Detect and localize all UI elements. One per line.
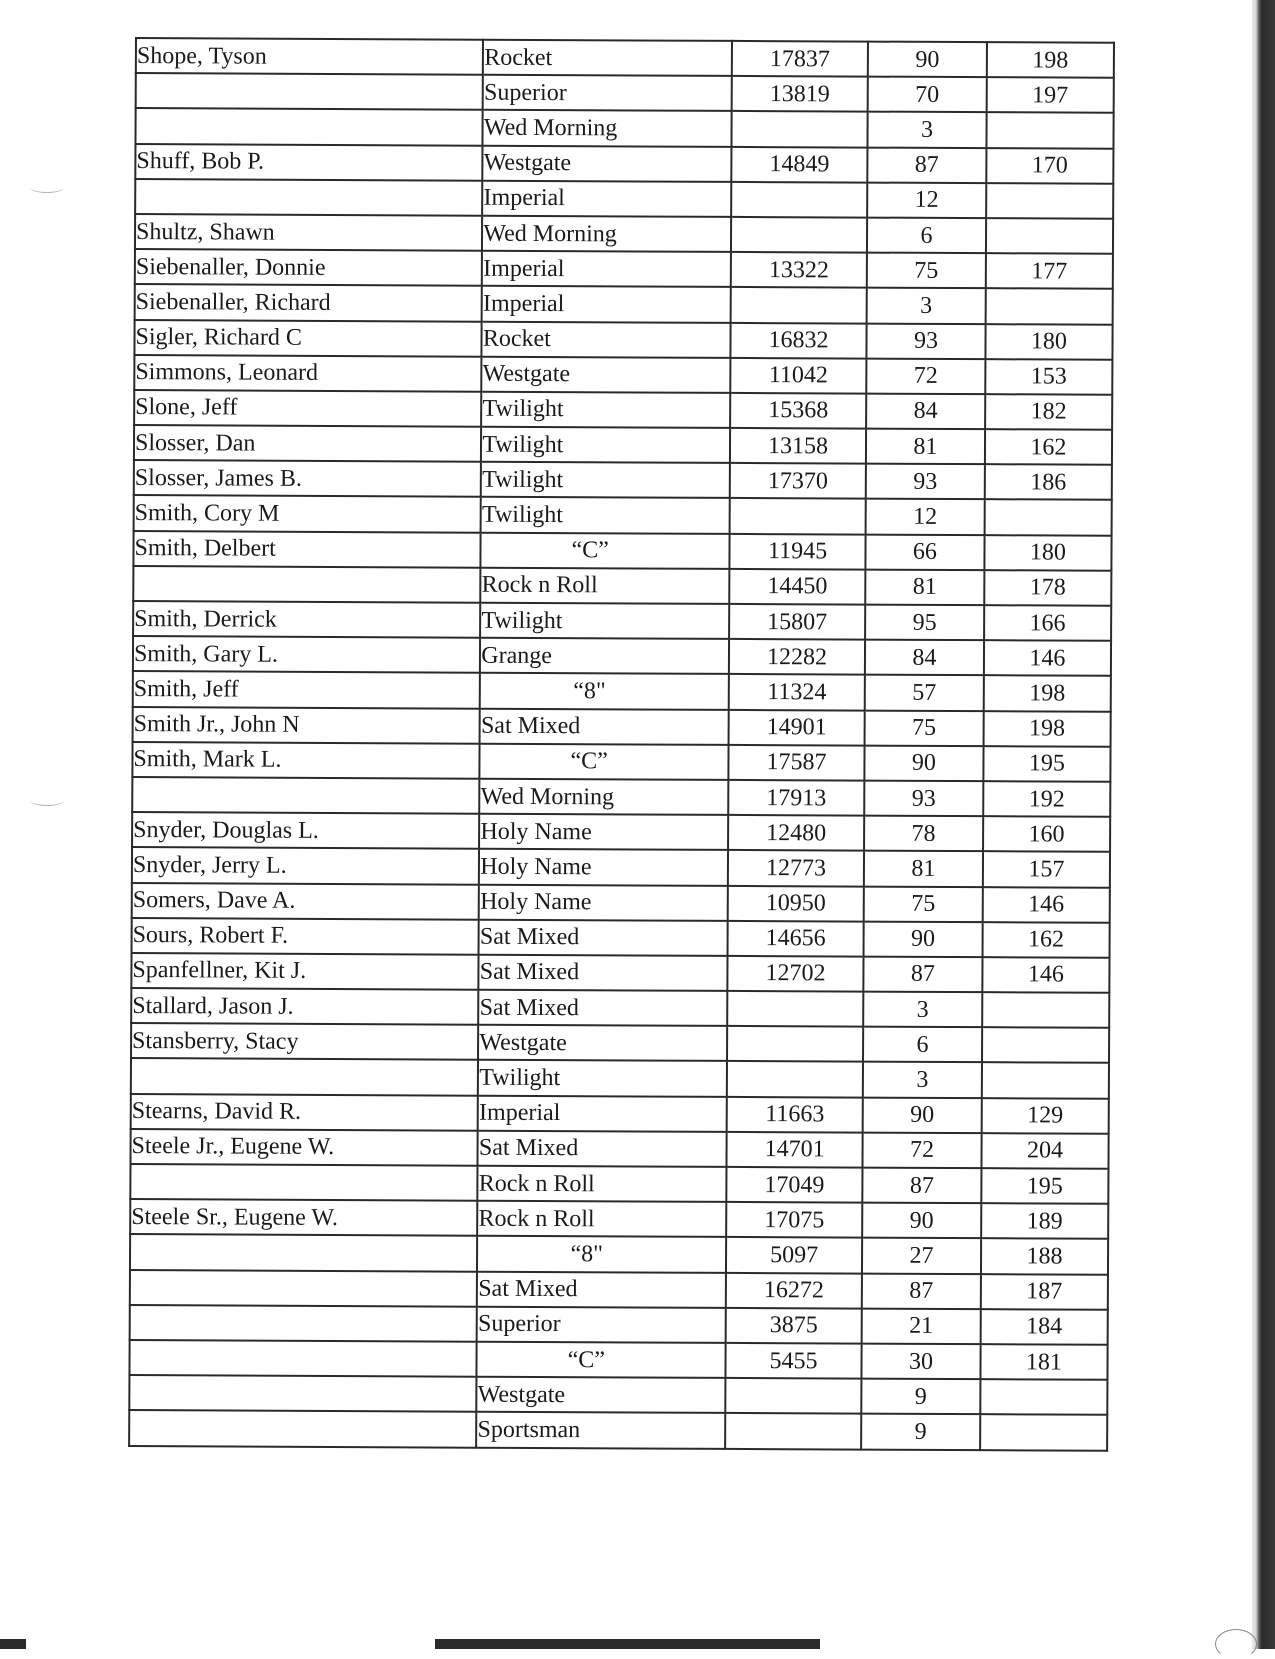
bowler-name-cell: Smith, Gary L. (133, 636, 481, 673)
league-cell: Holy Name (479, 849, 728, 885)
average-cell (982, 992, 1109, 1028)
league-cell: Westgate (483, 145, 732, 181)
table-row (135, 284, 1113, 324)
average-cell: 157 (983, 851, 1110, 887)
hole-punch-mark (30, 795, 64, 806)
table-row (132, 812, 1110, 852)
average-cell: 188 (981, 1239, 1108, 1275)
total-pins-cell: 17837 (732, 41, 868, 77)
total-pins-cell: 13158 (730, 428, 866, 464)
average-cell: 198 (983, 711, 1110, 747)
bowler-name-cell: Snyder, Douglas L. (132, 812, 480, 849)
league-cell: Twilight (480, 603, 729, 639)
average-cell: 170 (986, 148, 1113, 184)
games-cell: 66 (865, 534, 984, 570)
league-cell: Sat Mixed (480, 708, 729, 744)
games-cell: 81 (866, 429, 985, 465)
total-pins-cell: 16272 (726, 1272, 862, 1308)
total-pins-cell: 14656 (728, 921, 864, 957)
bowler-name-cell (135, 179, 483, 216)
total-pins-cell: 17370 (730, 463, 866, 499)
total-pins-cell: 14849 (731, 146, 867, 182)
games-cell: 57 (865, 675, 984, 711)
total-pins-cell: 14901 (729, 709, 865, 745)
league-cell: Wed Morning (480, 779, 729, 815)
average-cell: 181 (980, 1344, 1107, 1380)
total-pins-cell (727, 1061, 863, 1097)
table-row (130, 1270, 1108, 1310)
average-cell: 180 (985, 324, 1112, 360)
bowler-name-cell (130, 1164, 478, 1201)
games-cell: 9 (861, 1379, 980, 1415)
table-row (130, 1164, 1108, 1204)
hole-punch-mark (30, 182, 64, 193)
games-cell: 75 (864, 886, 983, 922)
league-cell: Wed Morning (482, 216, 731, 252)
table-row (130, 1129, 1108, 1169)
bowler-name-cell: Shuff, Bob P. (135, 144, 483, 181)
games-cell: 9 (861, 1414, 980, 1450)
league-cell: Rock n Roll (477, 1201, 726, 1237)
bowler-name-cell: Slone, Jeff (134, 390, 482, 427)
total-pins-cell (730, 498, 866, 534)
average-cell (986, 113, 1113, 149)
average-cell: 129 (982, 1098, 1109, 1134)
table-row (131, 1058, 1109, 1098)
total-pins-cell: 17587 (728, 745, 864, 781)
total-pins-cell: 13819 (732, 76, 868, 112)
average-cell: 197 (987, 77, 1114, 113)
total-pins-cell: 15807 (729, 604, 865, 640)
total-pins-cell (732, 111, 868, 147)
table-row (133, 531, 1111, 571)
games-cell: 12 (867, 182, 986, 218)
league-cell: Rocket (483, 40, 732, 76)
league-cell: “C” (481, 532, 730, 568)
league-cell: Westgate (477, 1377, 726, 1413)
average-cell: 180 (984, 535, 1111, 571)
games-cell: 87 (863, 956, 982, 992)
total-pins-cell: 11663 (727, 1097, 863, 1133)
league-cell: Westgate (482, 356, 731, 392)
table-row (135, 144, 1113, 184)
total-pins-cell: 15368 (730, 393, 866, 429)
games-cell: 27 (862, 1238, 981, 1274)
average-cell: 162 (982, 922, 1109, 958)
games-cell: 72 (862, 1132, 981, 1168)
league-cell: Grange (480, 638, 729, 674)
average-cell: 178 (984, 570, 1111, 606)
total-pins-cell: 11324 (729, 674, 865, 710)
total-pins-cell (731, 287, 867, 323)
games-cell: 90 (864, 745, 983, 781)
league-cell: Imperial (482, 180, 731, 216)
average-cell (986, 183, 1113, 219)
bowler-name-cell: Siebenaller, Donnie (135, 249, 483, 286)
games-cell: 75 (865, 710, 984, 746)
average-cell: 192 (983, 781, 1110, 817)
total-pins-cell (727, 1026, 863, 1062)
total-pins-cell: 11042 (730, 358, 866, 394)
total-pins-cell (731, 217, 867, 253)
bowler-name-cell (129, 1410, 477, 1447)
total-pins-cell (727, 991, 863, 1027)
total-pins-cell: 3875 (726, 1308, 862, 1344)
average-cell: 195 (983, 746, 1110, 782)
scan-edge-bar (435, 1639, 820, 1649)
table-row (133, 566, 1111, 606)
bowler-name-cell: Stearns, David R. (131, 1094, 479, 1131)
bowler-name-cell (131, 1058, 479, 1095)
league-cell: Twilight (481, 392, 730, 428)
games-cell: 93 (866, 323, 985, 359)
total-pins-cell: 12282 (729, 639, 865, 675)
average-cell (980, 1379, 1107, 1415)
bowler-name-cell: Slosser, Dan (134, 425, 482, 462)
league-cell: Rocket (482, 321, 731, 357)
average-cell: 153 (985, 359, 1112, 395)
average-cell (985, 288, 1112, 324)
average-cell (982, 1027, 1109, 1063)
bowler-name-cell (132, 777, 480, 814)
table-row (130, 1199, 1108, 1239)
league-cell: Sportsman (476, 1412, 725, 1448)
games-cell: 93 (866, 464, 985, 500)
table-row (134, 390, 1112, 430)
league-cell: Holy Name (479, 814, 728, 850)
total-pins-cell: 13322 (731, 252, 867, 288)
table-row (132, 742, 1110, 782)
games-cell: 87 (867, 147, 986, 183)
total-pins-cell: 12480 (728, 815, 864, 851)
league-cell: Twilight (481, 427, 730, 463)
total-pins-cell: 10950 (728, 885, 864, 921)
page-corner-curl (1215, 1629, 1257, 1659)
bowler-name-cell (130, 1234, 478, 1271)
table-row (131, 1023, 1109, 1063)
roster-table-body (129, 38, 1114, 1450)
bowler-name-cell: Shope, Tyson (136, 38, 484, 75)
average-cell: 162 (985, 429, 1112, 465)
games-cell: 3 (867, 288, 986, 324)
table-row (130, 1305, 1108, 1345)
league-cell: Sat Mixed (479, 990, 728, 1026)
league-cell: Westgate (478, 1025, 727, 1061)
league-cell: “8" (477, 1236, 726, 1272)
games-cell: 72 (866, 358, 985, 394)
league-cell: Holy Name (479, 884, 728, 920)
games-cell: 6 (863, 1027, 982, 1063)
average-cell: 160 (983, 816, 1110, 852)
league-cell: Sat Mixed (479, 919, 728, 955)
league-cell: Rock n Roll (481, 568, 730, 604)
total-pins-cell: 5097 (726, 1237, 862, 1273)
bowler-name-cell (133, 566, 481, 603)
bowler-name-cell: Steele Jr., Eugene W. (130, 1129, 478, 1166)
average-cell: 146 (983, 887, 1110, 923)
bowler-name-cell: Smith, Jeff (133, 671, 481, 708)
average-cell: 198 (984, 676, 1111, 712)
total-pins-cell: 17075 (726, 1202, 862, 1238)
bowler-name-cell (136, 73, 484, 110)
bowler-name-cell: Stansberry, Stacy (131, 1023, 479, 1060)
total-pins-cell (725, 1413, 861, 1449)
bowler-name-cell (130, 1305, 478, 1342)
league-cell: Superior (483, 75, 732, 111)
league-cell: Imperial (482, 251, 731, 287)
average-cell: 177 (986, 253, 1113, 289)
games-cell: 93 (864, 781, 983, 817)
table-row (133, 636, 1111, 676)
league-cell: Wed Morning (483, 110, 732, 146)
table-row (134, 425, 1112, 465)
bowler-name-cell: Smith, Delbert (133, 531, 481, 568)
table-row (129, 1375, 1107, 1415)
average-cell: 204 (981, 1133, 1108, 1169)
games-cell: 3 (863, 992, 982, 1028)
bowler-name-cell (129, 1375, 477, 1412)
bowler-name-cell: Sigler, Richard C (134, 320, 482, 357)
league-cell: Twilight (478, 1060, 727, 1096)
total-pins-cell: 17913 (728, 780, 864, 816)
table-row (134, 495, 1112, 535)
bowler-name-cell: Smith, Mark L. (132, 742, 480, 779)
table-row (131, 953, 1109, 993)
bowler-name-cell: Siebenaller, Richard (135, 284, 483, 321)
average-cell: 146 (982, 957, 1109, 993)
games-cell: 30 (861, 1344, 980, 1380)
total-pins-cell: 17049 (726, 1167, 862, 1203)
games-cell: 87 (862, 1273, 981, 1309)
average-cell: 184 (981, 1309, 1108, 1345)
games-cell: 90 (863, 1097, 982, 1133)
bowler-name-cell: Somers, Dave A. (132, 882, 480, 919)
games-cell: 78 (864, 816, 983, 852)
total-pins-cell: 12773 (728, 850, 864, 886)
average-cell: 198 (987, 42, 1114, 78)
games-cell: 6 (867, 218, 986, 254)
total-pins-cell (731, 182, 867, 218)
table-row (136, 38, 1114, 78)
average-cell (986, 218, 1113, 254)
games-cell: 75 (867, 253, 986, 289)
games-cell: 70 (868, 77, 987, 113)
bowler-name-cell: Shultz, Shawn (135, 214, 483, 251)
table-row (130, 1234, 1108, 1274)
average-cell: 186 (985, 464, 1112, 500)
games-cell: 90 (864, 921, 983, 957)
bowler-name-cell: Smith Jr., John N (133, 707, 481, 744)
bowler-name-cell: Steele Sr., Eugene W. (130, 1199, 478, 1236)
total-pins-cell: 16832 (731, 322, 867, 358)
games-cell: 3 (863, 1062, 982, 1098)
league-cell: Twilight (481, 497, 730, 533)
table-row (132, 847, 1110, 887)
bowler-name-cell (129, 1340, 477, 1377)
average-cell: 146 (984, 640, 1111, 676)
average-cell: 166 (984, 605, 1111, 641)
bowler-name-cell: Smith, Cory M (134, 495, 482, 532)
table-row (136, 73, 1114, 113)
games-cell: 84 (866, 393, 985, 429)
average-cell: 195 (981, 1168, 1108, 1204)
table-row (133, 707, 1111, 747)
league-cell: “8" (480, 673, 729, 709)
league-cell: Sat Mixed (477, 1271, 726, 1307)
average-cell (984, 500, 1111, 536)
league-cell: Imperial (482, 286, 731, 322)
games-cell: 84 (865, 640, 984, 676)
table-row (132, 882, 1110, 922)
table-row (134, 320, 1112, 360)
bowler-roster-table (128, 37, 1115, 1451)
scan-edge-bar (0, 1639, 26, 1649)
bowler-name-cell: Simmons, Leonard (134, 355, 482, 392)
scanner-page-edge (1252, 0, 1275, 1649)
league-cell: “C” (480, 743, 729, 779)
table-row (134, 460, 1112, 500)
average-cell (982, 1063, 1109, 1099)
games-cell: 12 (866, 499, 985, 535)
table-row (133, 601, 1111, 641)
games-cell: 21 (862, 1308, 981, 1344)
average-cell (980, 1414, 1107, 1450)
table-row (135, 249, 1113, 289)
total-pins-cell: 14450 (729, 569, 865, 605)
bowler-name-cell: Sours, Robert F. (132, 918, 480, 955)
table-row (129, 1410, 1107, 1450)
bowler-name-cell (130, 1270, 478, 1307)
table-row (131, 1094, 1109, 1134)
league-cell: “C” (477, 1342, 726, 1378)
games-cell: 90 (868, 42, 987, 78)
bowler-name-cell: Spanfellner, Kit J. (131, 953, 479, 990)
total-pins-cell: 12702 (727, 956, 863, 992)
games-cell: 3 (867, 112, 986, 148)
bowler-name-cell: Snyder, Jerry L. (132, 847, 480, 884)
bowler-name-cell (135, 108, 483, 145)
table-row (135, 179, 1113, 219)
bowler-name-cell: Slosser, James B. (134, 460, 482, 497)
total-pins-cell: 14701 (727, 1132, 863, 1168)
games-cell: 87 (862, 1168, 981, 1204)
league-cell: Sat Mixed (479, 955, 728, 991)
table-row (133, 671, 1111, 711)
games-cell: 90 (862, 1203, 981, 1239)
total-pins-cell (725, 1378, 861, 1414)
table-row (135, 108, 1113, 148)
total-pins-cell: 5455 (726, 1343, 862, 1379)
league-cell: Twilight (481, 462, 730, 498)
league-cell: Sat Mixed (478, 1131, 727, 1167)
table-row (132, 777, 1110, 817)
league-cell: Imperial (478, 1095, 727, 1131)
average-cell: 187 (981, 1274, 1108, 1310)
bowler-name-cell: Stallard, Jason J. (131, 988, 479, 1025)
games-cell: 81 (865, 569, 984, 605)
bowler-name-cell: Smith, Derrick (133, 601, 481, 638)
league-cell: Superior (477, 1306, 726, 1342)
table-row (135, 214, 1113, 254)
games-cell: 95 (865, 605, 984, 641)
total-pins-cell: 11945 (730, 534, 866, 570)
league-cell: Rock n Roll (478, 1166, 727, 1202)
average-cell: 189 (981, 1203, 1108, 1239)
table-row (132, 918, 1110, 958)
average-cell: 182 (985, 394, 1112, 430)
games-cell: 81 (864, 851, 983, 887)
table-row (134, 355, 1112, 395)
table-row (129, 1340, 1107, 1380)
table-row (131, 988, 1109, 1028)
